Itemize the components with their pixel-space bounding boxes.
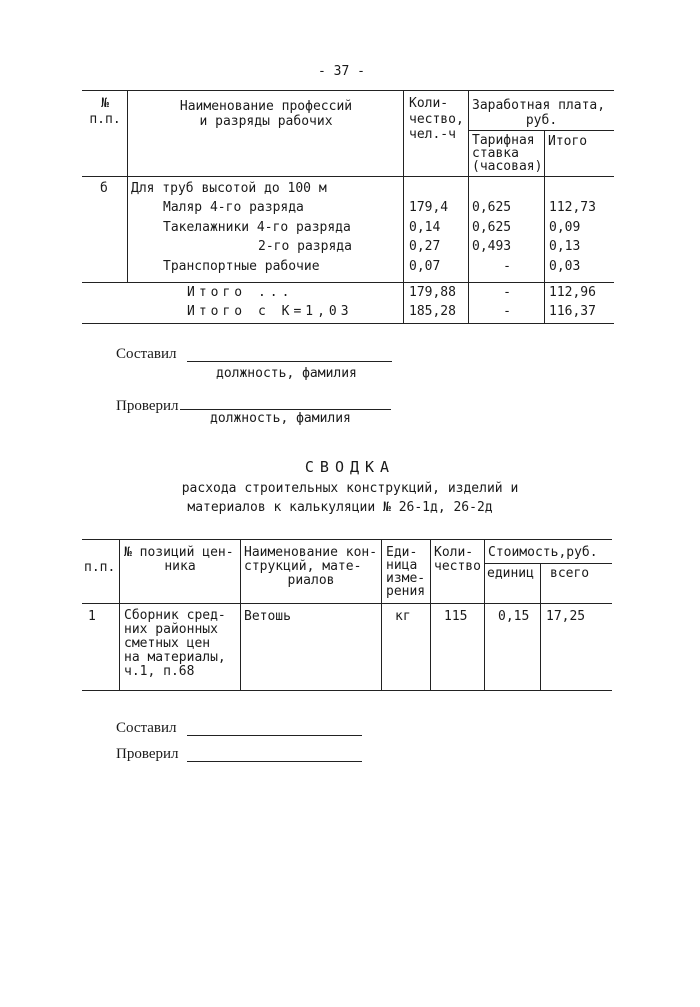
t1-row-3-total: 0,13 — [549, 239, 581, 254]
t2-row-pos-3: сметных цен — [124, 636, 211, 651]
t1-row-1-total: 112,73 — [549, 200, 596, 215]
t1-row-4-total: 0,03 — [549, 259, 581, 274]
t2-row-unit: кг — [395, 609, 411, 624]
table1-col-divider-2 — [403, 90, 404, 323]
t1-header-num-sign: № — [101, 96, 109, 111]
table1-top-border — [82, 90, 614, 91]
t2-header-cost-total: всего — [550, 566, 590, 581]
compiled-by-label-2: Составил — [116, 720, 177, 736]
compiled-by-caption: должность, фамилия — [216, 366, 357, 381]
t1-row-4-name: Транспортные рабочие — [163, 259, 320, 274]
table1-col-divider-1 — [127, 90, 128, 282]
t2-header-name-3: риалов — [287, 573, 335, 588]
t1-group-title: Для труб высотой до 100 м — [131, 181, 327, 196]
t2-header-unit-3: изме- — [386, 571, 426, 586]
table1-totals-separator — [82, 282, 614, 283]
t2-row-name: Ветошь — [244, 609, 291, 624]
t1-row-2-rate: 0,625 — [472, 220, 512, 235]
t1-row-1-rate: 0,625 — [472, 200, 512, 215]
t2-row-pos-1: Сборник сред- — [124, 608, 226, 623]
t2-header-pos-2: ника — [164, 559, 196, 574]
checked-by-caption: должность, фамилия — [210, 411, 351, 426]
table1-wage-subheader-line — [468, 130, 614, 131]
table1-col-divider-4 — [544, 130, 545, 323]
t1-header-qty-2: чество, — [409, 112, 464, 127]
t1-header-qty-3: чел.-ч — [409, 127, 456, 142]
table2-top-border — [82, 539, 612, 540]
t1-row-3-name: 2-го разряда — [258, 239, 352, 254]
table2-cost-subheader-line — [484, 563, 612, 564]
t2-header-qty-2: чество — [434, 559, 481, 574]
summary-title: СВОДКА — [304, 458, 396, 476]
t2-row-num: 1 — [88, 609, 96, 624]
t1-total-k-rate: - — [503, 304, 511, 319]
t1-total-sum: 112,96 — [549, 285, 596, 300]
table2-col-divider-3 — [381, 539, 382, 690]
compiled-by-label: Составил — [116, 346, 177, 362]
checked-by-signature-line-2 — [187, 761, 362, 762]
t2-header-qty-1: Коли- — [434, 545, 474, 560]
table1-header-bottom-line — [82, 176, 614, 177]
t1-total-label: Итого ... — [187, 285, 294, 300]
t2-row-pos-2: них районных — [124, 622, 218, 637]
t1-total-k-qty: 185,28 — [409, 304, 456, 319]
table2-col-divider-1 — [119, 539, 120, 690]
t2-header-unit-4: рения — [386, 584, 426, 599]
t2-header-cost: Стоимость,руб. — [488, 545, 598, 560]
t2-header-unit-1: Еди- — [386, 545, 418, 560]
t1-row-1-name: Маляр 4-го разряда — [163, 200, 304, 215]
table2-col-divider-2 — [240, 539, 241, 690]
checked-by-label-2: Проверил — [116, 746, 179, 762]
t2-header-unit-2: ница — [386, 558, 418, 573]
checked-by-label: Проверил — [116, 398, 179, 414]
t1-header-wage-1: Заработная плата, — [472, 98, 606, 113]
t1-header-rate-3: (часовая) — [472, 159, 543, 174]
summary-subtitle-1: расхода строительных конструкций, изделий и — [181, 481, 519, 496]
t2-row-cost-total: 17,25 — [546, 609, 586, 624]
t1-header-profession-1: Наименование профессий — [179, 99, 353, 114]
checked-by-signature-line — [180, 409, 391, 410]
table2-col-divider-5 — [484, 539, 485, 690]
t1-header-num: п.п. — [89, 112, 121, 127]
t1-row-4-rate: - — [503, 259, 511, 274]
t1-total-k-sum: 116,37 — [549, 304, 596, 319]
table2-header-bottom-line — [82, 603, 612, 604]
t1-total-qty: 179,88 — [409, 285, 456, 300]
t1-header-rate-1: Тарифная — [472, 133, 535, 148]
t1-header-qty-1: Коли- — [409, 96, 449, 111]
t1-header-wage-2: руб. — [525, 113, 558, 128]
t2-header-name-1: Наименование кон- — [244, 545, 378, 560]
t2-header-name-2: струкций, мате- — [244, 559, 362, 574]
t1-total-k-label: Итого с К=1,03 — [187, 304, 353, 319]
t1-row-3-rate: 0,493 — [472, 239, 512, 254]
t1-row-2-total: 0,09 — [549, 220, 581, 235]
page-number: - 37 - — [318, 64, 365, 79]
table1-col-divider-3 — [468, 90, 469, 323]
t2-row-cost-unit: 0,15 — [498, 609, 530, 624]
t2-header-cost-unit: единиц — [487, 566, 534, 581]
table2-col-divider-4 — [430, 539, 431, 690]
t1-header-rate-2: ставка — [472, 146, 519, 161]
table1-bottom-border — [82, 323, 614, 324]
table2-col-divider-6 — [540, 563, 541, 690]
compiled-by-signature-line-2 — [187, 735, 362, 736]
summary-subtitle-2: материалов к калькуляции № 26-1д, 26-2д — [187, 500, 493, 515]
t1-total-rate: - — [503, 285, 511, 300]
compiled-by-signature-line — [187, 361, 392, 362]
t2-header-pos-1: № позиций цен- — [124, 545, 234, 560]
table2-bottom-border — [82, 690, 612, 691]
t1-group-num: б — [100, 181, 108, 196]
t1-row-4-qty: 0,07 — [409, 259, 441, 274]
t1-header-total: Итого — [548, 134, 588, 149]
t2-row-pos-4: на материалы, — [124, 650, 226, 665]
t1-row-2-name: Такелажники 4-го разряда — [163, 220, 351, 235]
t1-header-profession-2: и разряды рабочих — [199, 114, 333, 129]
t1-row-1-qty: 179,4 — [409, 200, 449, 215]
t2-header-num: п.п. — [84, 560, 116, 575]
t1-row-3-qty: 0,27 — [409, 239, 441, 254]
t1-row-2-qty: 0,14 — [409, 220, 441, 235]
t2-row-qty: 115 — [444, 609, 468, 624]
t2-row-pos-5: ч.1, п.68 — [124, 664, 195, 679]
